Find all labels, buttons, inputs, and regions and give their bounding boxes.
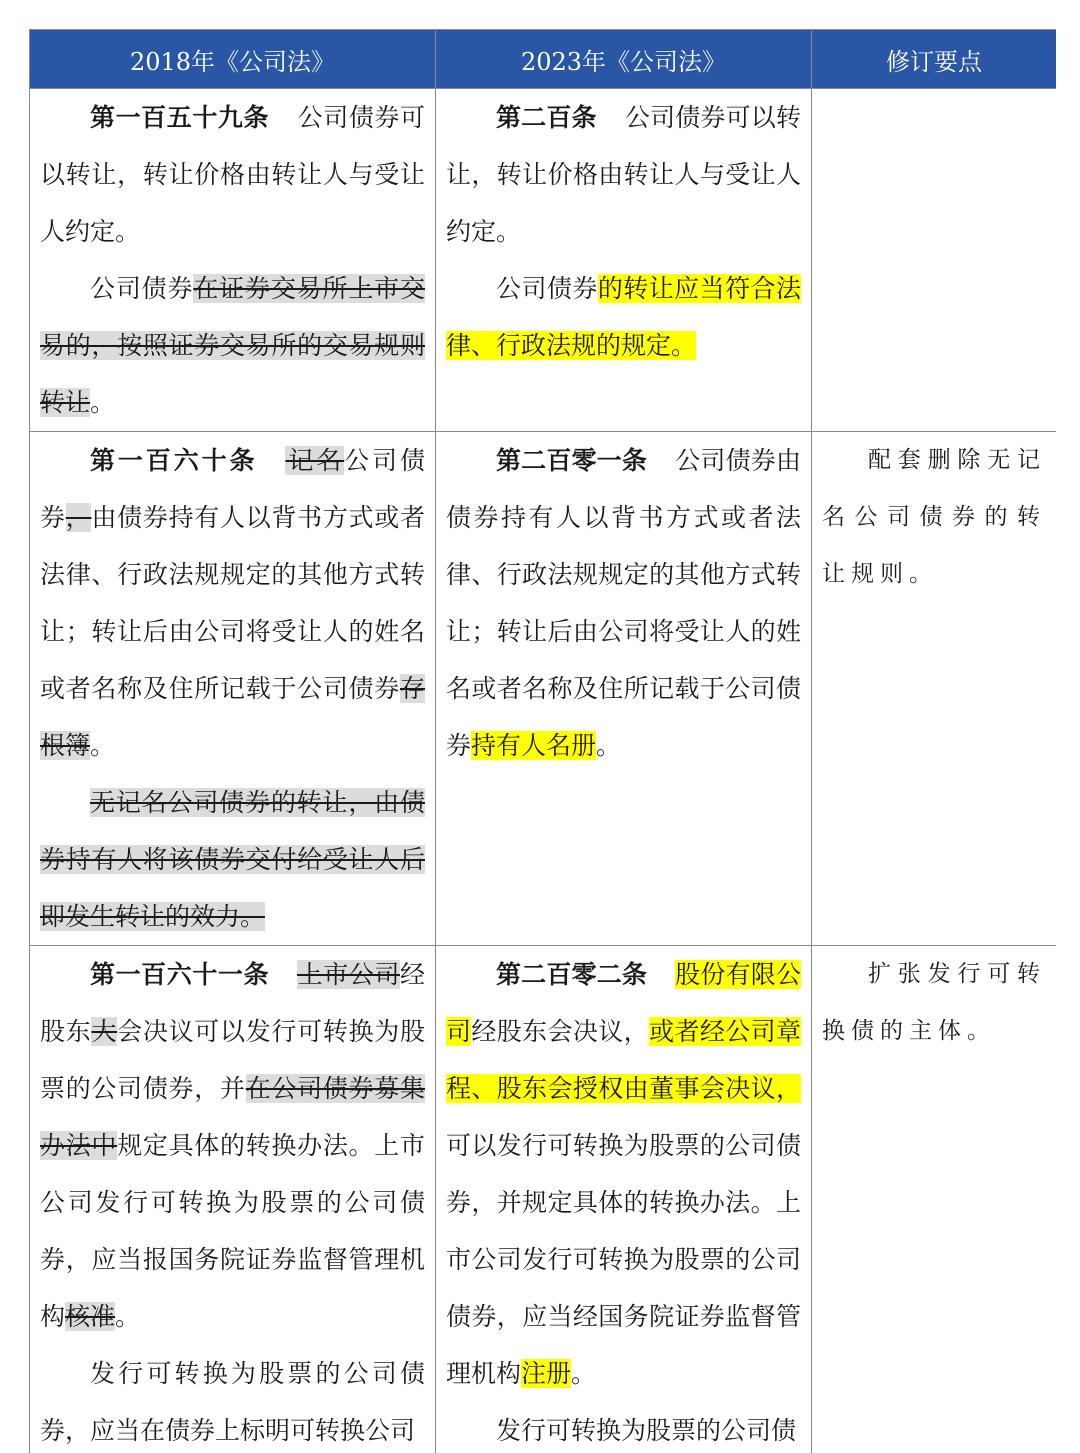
old-article-paragraph: 公司债券在证券交易所上市交易的，按照证券交易所的交易规则转让。 — [40, 274, 425, 417]
old-law-cell — [30, 946, 436, 1453]
revision-note-cell — [812, 946, 1057, 1453]
deleted-text: 大 — [91, 1017, 118, 1046]
deleted-text: 记名 — [285, 446, 345, 475]
old-article-paragraph: 发行可转换为股票的公司债券，应当在债券上标明可转换公司 — [40, 1359, 425, 1445]
law-comparison-table — [29, 29, 1056, 1453]
new-article-paragraph: 公司债券的转让应当符合法律、行政法规的规定。 — [446, 274, 801, 360]
header-2023-law: 2023年《公司法》 — [436, 30, 812, 89]
revision-note: 扩张发行可转换债的主体。 — [822, 961, 1046, 1044]
added-text: 注册 — [521, 1359, 572, 1388]
header-2018-law: 2018年《公司法》 — [30, 30, 436, 89]
deleted-text: 在证券交易所上市交易的，按照证券交易所的交易规则转让 — [40, 274, 425, 417]
added-text: 的转让应当符合法律、行政法规的规定。 — [446, 274, 801, 360]
table-row — [30, 89, 1057, 432]
added-text: 股份有限公司 — [446, 960, 801, 1046]
new-law-cell — [436, 89, 812, 432]
old-law-cell — [30, 89, 436, 432]
old-article-paragraph: 第一百六十条 记名公司债券，由债券持有人以背书方式或者法律、行政法规规定的其他方式转让；转让后由公司将受让人的姓名或者名称及住所记载于公司债券存根簿。 — [40, 446, 425, 760]
comparison-table-container — [29, 29, 1056, 1453]
revision-note-cell — [812, 89, 1057, 432]
table-row — [30, 946, 1057, 1453]
added-text: 或者经公司章程、股东会授权由董事会决议， — [446, 1017, 801, 1103]
table-row — [30, 432, 1057, 946]
article-number: 第一百六十一条 — [90, 960, 270, 989]
new-article-paragraph: 第二百零一条 公司债券由债券持有人以背书方式或者法律、行政法规规定的其他方式转让；转让后由公司将受让人的姓名或者名称及住所记载于公司债券持有人名册。 — [446, 446, 801, 760]
article-number: 第二百零一条 — [496, 446, 648, 475]
article-number: 第二百零二条 — [496, 960, 648, 989]
added-text: 持有人名册 — [471, 731, 597, 760]
deleted-text: 核准 — [65, 1302, 116, 1331]
revision-note-cell — [812, 432, 1057, 946]
new-law-cell — [436, 432, 812, 946]
deleted-text: ， — [65, 503, 92, 532]
deleted-text: 上市公司 — [297, 960, 400, 989]
new-law-cell — [436, 946, 812, 1453]
header-revision-points: 修订要点 — [812, 30, 1057, 89]
old-article-paragraph: 第一百六十一条 上市公司经股东大会决议可以发行可转换为股票的公司债券，并在公司债券募集办法中规定具体的转换办法。上市公司发行可转换为股票的公司债券，应当报国务院证券监督管理机构核准。 — [40, 960, 425, 1331]
deleted-text: 存根簿 — [40, 674, 425, 760]
deleted-text: 无记名公司债券的转让，由债券持有人将该债券交付给受让人后即发生转让的效力。 — [40, 788, 425, 931]
old-law-cell — [30, 432, 436, 946]
table-header-row — [30, 30, 1057, 89]
article-number: 第一百六十条 — [90, 446, 258, 475]
old-article-paragraph — [40, 774, 425, 945]
article-number: 第一百五十九条 — [90, 103, 270, 132]
deleted-text: 在公司债券募集办法中 — [40, 1074, 425, 1160]
new-article-paragraph: 发行可转换为股票的公司债 — [496, 1416, 797, 1445]
revision-note: 配套删除无记名公司债券的转让规则。 — [822, 447, 1046, 587]
new-article-paragraph: 第二百零二条 股份有限公司经股东会决议，或者经公司章程、股东会授权由董事会决议，可以发行可转换为股票的公司债券，并规定具体的转换办法。上市公司发行可转换为股票的公司债券，应当经国务院证券监督管理机构注册。 — [446, 960, 801, 1388]
new-article-paragraph: 第二百条 公司债券可以转让，转让价格由转让人与受让人约定。 — [446, 103, 801, 246]
old-article-paragraph: 第一百五十九条 公司债券可以转让，转让价格由转让人与受让人约定。 — [40, 103, 425, 246]
article-number: 第二百条 — [496, 103, 597, 132]
